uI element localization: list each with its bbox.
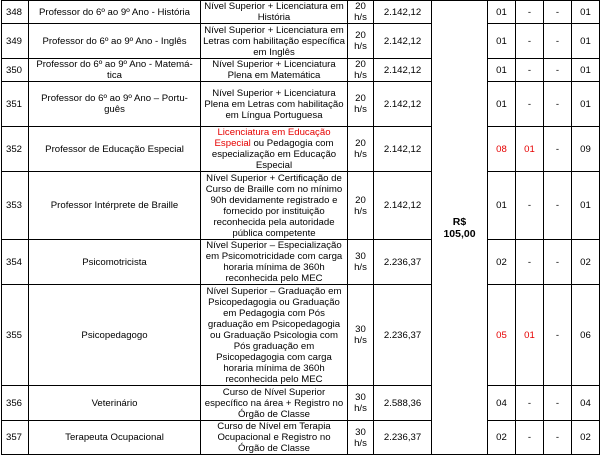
requirements (201, 240, 348, 285)
requirements (201, 172, 348, 240)
job-title-line: Terapeuta Ocupacional (65, 432, 164, 443)
vacancy-code: 356 (2, 386, 29, 421)
requirements (201, 1, 348, 24)
salary: 2.236,37 (374, 285, 432, 386)
vacancies-other: - (544, 82, 572, 127)
requirement-text: Nível Superior + Licenciatura Plena em Letras com habilitação em Língua Portuguesa (204, 87, 344, 121)
salary: 2.142,12 (374, 127, 432, 172)
vacancies-other: - (544, 172, 572, 240)
workload: 30 h/s (348, 421, 374, 455)
vacancies-total: 06 (572, 285, 600, 386)
salary: 2.236,37 (374, 240, 432, 285)
table-row (2, 285, 600, 386)
vacancies-pcd: - (516, 240, 544, 285)
vacancies-other: - (544, 24, 572, 59)
job-title-line: Professor do 6º ao 9º Ano - Inglês (42, 35, 187, 47)
vacancies-total: 01 (572, 59, 600, 82)
vacancies-general: 01 (488, 24, 516, 59)
requirements (201, 59, 348, 82)
vacancies-total: 09 (572, 127, 600, 172)
salary: 2.142,12 (374, 59, 432, 82)
registration-fee (432, 1, 488, 455)
workload: 30 h/s (348, 240, 374, 285)
table-row (2, 240, 600, 285)
vacancies-general: 05 (488, 285, 516, 386)
vacancies-other: - (544, 240, 572, 285)
vacancies-pcd: - (516, 172, 544, 240)
job-title-line: tica (107, 70, 122, 81)
salary: 2.142,12 (374, 24, 432, 59)
salary: 2.142,12 (374, 172, 432, 240)
vacancy-code: 354 (2, 240, 29, 285)
fee-currency: R$ (452, 215, 467, 228)
vacancies-total: 02 (572, 240, 600, 285)
workload: 20 h/s (348, 172, 374, 240)
workload: 20 h/s (348, 59, 374, 82)
workload: 20 h/s (348, 24, 374, 59)
requirement-text: Curso de Nível em Terapia Ocupacional e Registro no Órgão de Classe (217, 421, 331, 454)
vacancies-general: 01 (488, 59, 516, 82)
vacancy-code: 349 (2, 24, 29, 59)
table-body (2, 1, 600, 455)
vacancy-code: 351 (2, 82, 29, 127)
vacancies-general: 08 (488, 127, 516, 172)
vacancy-code: 348 (2, 1, 29, 24)
vacancies-pcd: - (516, 59, 544, 82)
table-row (2, 386, 600, 421)
vacancies-other: - (544, 127, 572, 172)
vacancies-other: - (544, 386, 572, 421)
job-title-line: Professor do 6º ao 9º Ano - História (39, 6, 190, 18)
vacancies-general: 01 (488, 172, 516, 240)
job-title-line: guês (104, 104, 125, 115)
vacancies-pcd: - (516, 386, 544, 421)
vacancies-other: - (544, 1, 572, 24)
vacancies-pcd: - (516, 24, 544, 59)
vacancy-code: 350 (2, 59, 29, 82)
table-row (2, 59, 600, 82)
job-title (29, 421, 201, 455)
workload: 30 h/s (348, 386, 374, 421)
salary: 2.588,36 (374, 386, 432, 421)
table-row (2, 82, 600, 127)
vacancies-total: 01 (572, 24, 600, 59)
job-title (29, 82, 201, 127)
salary: 2.236,37 (374, 421, 432, 455)
table-row (2, 1, 600, 24)
requirements (201, 386, 348, 421)
job-title (29, 240, 201, 285)
vacancy-table (1, 0, 600, 455)
table-row (2, 127, 600, 172)
requirement-text: Nível Superior + Licenciatura em História (204, 1, 344, 23)
vacancies-total: 04 (572, 386, 600, 421)
vacancies-pcd: 01 (516, 127, 544, 172)
job-title-line: Professor do 6º ao 9º Ano - Matemá- (36, 59, 193, 70)
vacancies-pcd: 01 (516, 285, 544, 386)
job-title (29, 386, 201, 421)
vacancies-pcd: - (516, 421, 544, 455)
requirements (201, 127, 348, 172)
job-title-line: Psicopedagogo (81, 329, 148, 341)
workload: 20 h/s (348, 82, 374, 127)
vacancies-general: 01 (488, 1, 516, 24)
job-title (29, 1, 201, 24)
job-title-line: Veterinário (91, 397, 138, 409)
workload: 20 h/s (348, 127, 374, 172)
vacancies-pcd: - (516, 1, 544, 24)
requirement-text: Nível Superior – Graduação em Psicopedagogia ou Graduação em Pedagogia com Pós graduação em Psicopedagogia ou Graduação Psicologia com Pós graduação em Psicopedagogia com carga horaria mínima de 360h reconhecida pelo MEC (206, 285, 342, 385)
salary: 2.142,12 (374, 1, 432, 24)
requirements (201, 24, 348, 59)
requirement-text: Nível Superior + Licenciatura em Letras com habilitação específica em Inglês (203, 24, 345, 58)
job-title (29, 285, 201, 386)
table-row (2, 421, 600, 455)
job-title (29, 59, 201, 82)
vacancy-code: 352 (2, 127, 29, 172)
table-row (2, 24, 600, 59)
job-title-line: Professor Intérprete de Braille (50, 200, 179, 211)
requirements (201, 421, 348, 455)
vacancies-total: 01 (572, 172, 600, 240)
requirement-text: Nível Superior – Especialização em Psicomotricidade com carga horaria mínima de 360h reconhecida pelo MEC (205, 240, 343, 284)
requirement-text: ou Pedagogia com especialização em Educação Especial (211, 138, 337, 171)
vacancies-total: 01 (572, 82, 600, 127)
requirement-text: Nível Superior + Licenciatura Plena em Matemática (212, 59, 336, 81)
vacancies-total: 02 (572, 421, 600, 455)
requirements (201, 285, 348, 386)
job-title (29, 172, 201, 240)
workload: 20 h/s (348, 1, 374, 24)
requirement-text: Nível Superior + Certificação de Curso de Braille com no mínimo 90h devidamente registrado e fornecido por instituição reconhecida pela autoridade pública competente (205, 172, 343, 239)
requirement-text: Licenciatura em Educação Especial (214, 127, 331, 149)
salary: 2.142,12 (374, 82, 432, 127)
vacancy-code: 357 (2, 421, 29, 455)
job-title (29, 127, 201, 172)
vacancy-code: 355 (2, 285, 29, 386)
job-title-line: Professor de Educação Especial (45, 143, 184, 155)
vacancies-other: - (544, 59, 572, 82)
vacancies-other: - (544, 421, 572, 455)
vacancies-general: 04 (488, 386, 516, 421)
table-row (2, 172, 600, 240)
vacancies-general: 02 (488, 421, 516, 455)
job-title-line: Psicomotricista (82, 256, 147, 268)
requirement-text: Curso de Nível Superior específico na área + Registro no Órgão de Classe (204, 386, 344, 420)
vacancies-total: 01 (572, 1, 600, 24)
workload: 30 h/s (348, 285, 374, 386)
vacancies-general: 01 (488, 82, 516, 127)
fee-value: 105,00 (443, 227, 476, 240)
vacancy-code: 353 (2, 172, 29, 240)
job-title-line: Professor do 6º ao 9º Ano – Portu- (41, 93, 188, 104)
vacancies-general: 02 (488, 240, 516, 285)
requirements (201, 82, 348, 127)
vacancies-other: - (544, 285, 572, 386)
job-title (29, 24, 201, 59)
vacancies-pcd: - (516, 82, 544, 127)
